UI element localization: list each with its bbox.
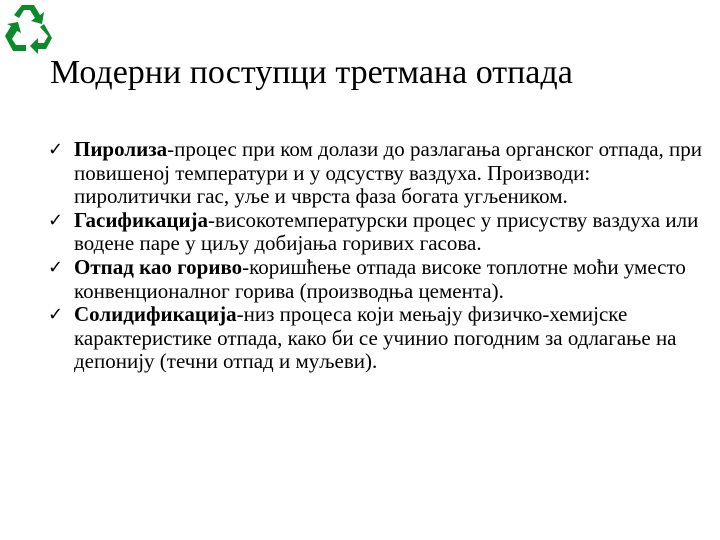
- bullet-term: Солидификација: [74, 302, 237, 327]
- checkmark-icon: ✓: [48, 139, 64, 160]
- bullet-text: -високотемпературски процес у присуству ваздуха или водене паре у циљу добијања горивих гасова.: [74, 207, 699, 256]
- checkmark-icon: ✓: [48, 304, 64, 326]
- list-item: [48, 303, 708, 374]
- list-item: [48, 256, 708, 303]
- bullet-text: -низ процеса који мењају физичко-хемијске карактеристике отпада, како би се учинио погодним за одлагање на депонију (течни отпад и муљеви).: [74, 302, 677, 374]
- bullet-text: -процес при ком долази до разлагања органског отпада, при повишеној температури и у одсуству ваздуха. Производи: пиролитички гас, уље и чврста фаза богата угљеником.: [74, 137, 703, 209]
- bullet-term: Отпад као гориво: [74, 254, 243, 279]
- bullet-list: [48, 138, 708, 374]
- slide-title: Модерни поступци третмана отпада: [50, 54, 573, 91]
- checkmark-icon: ✓: [48, 209, 64, 231]
- checkmark-icon: ✓: [48, 256, 64, 278]
- list-item: [48, 138, 708, 209]
- bullet-text: -коришћење отпада високе топлотне моћи уместо конвенционалног горива (производња цемента).: [74, 254, 686, 303]
- bullet-term: Гасификација: [74, 207, 209, 232]
- list-item: [48, 209, 708, 256]
- bullet-term: Пиролиза: [74, 137, 168, 161]
- recycle-icon: [2, 2, 56, 54]
